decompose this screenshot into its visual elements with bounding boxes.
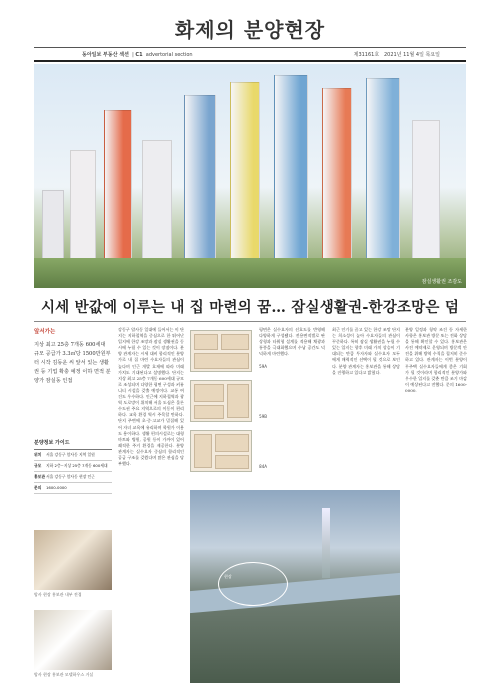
building (42, 190, 64, 260)
floor-plan-label: 59B (259, 414, 267, 419)
masthead-rule-bold (34, 60, 466, 62)
publisher: 동아일보 부동산 섹션 (82, 52, 129, 58)
article-column: 평면은 실수요자의 선호도를 반영해 다양하게 구성됐다. 전용면적별로 판상형과 타워형 설계를 적용해 채광과 통풍을 극대화했으며 수납 공간도 넉넉하게 마련했다. (259, 327, 325, 357)
info-row: 문의 1600-0000 (34, 483, 112, 494)
building (366, 78, 400, 260)
building (412, 120, 440, 260)
building (142, 140, 172, 260)
section-tag: advertorial section (145, 52, 193, 58)
headline-rule (34, 321, 466, 322)
section-code: C1 (135, 52, 143, 58)
page-title: 화제의 분양현장 (174, 18, 326, 42)
info-row: 홍보관 서울 강동구 암사동 현장 인근 (34, 472, 112, 483)
building (70, 150, 96, 260)
building (184, 95, 216, 260)
photo-caption: 암사 현장 홍보관 모델하우스 거실 (34, 672, 94, 677)
interior-photo (34, 530, 112, 590)
building (274, 75, 308, 260)
masthead-info: 동아일보 부동산 섹션 | C1 advertorial section 제31161호 2021년 11월 4일 목요일 (82, 52, 440, 58)
photo-caption: 암사 현장 홍보관 내부 전경 (34, 592, 82, 597)
info-box (34, 449, 112, 494)
hero-rendering (34, 64, 466, 288)
hero-caption: 잠실생활권 조감도 (421, 279, 462, 285)
article-column: 강동구 암사동 일대에 들어서는 이 단지는 지하철역을 중심으로 한 뛰어난 입지에 한강 조망과 잠실 생활권을 동시에 누릴 수 있는 것이 장점이다. 분양 관계자는 시세 대비 합리적인 분양가로 내 집 마련 수요자들의 관심이 높다며 인근 개발 호재에 따라 미래 가치도 기대된다고 설명했다. 단지는 지상 최고 25층 7개동 600세대 규모로 조성되며 다양한 평면 구성과 커뮤니티 시설을 갖출 예정이다. 교통 여건도 우수하다. 인근에 지하철역과 광역 도로망이 위치해 서울 도심은 물론 수도권 주요 지역으로의 이동이 편리하다. 교육 환경 역시 주목할 만하다. 단지 주변에 초·중·고교가 밀집해 있어 자녀 교육에 유리하며 학원가 이용도 용이하다. 생활 편의시설로는 대형마트와 병원, 공원 등이 가까이 있어 쾌적한 주거 환경을 제공한다. 분양 관계자는 실수요자 중심의 합리적인 공급 구조를 갖췄다며 많은 관심을 당부했다. (118, 327, 184, 467)
floor-plan-label: 84A (259, 464, 267, 469)
interior-photo (34, 610, 112, 670)
masthead-rule (34, 47, 466, 48)
headline: 시세 반값에 이루는 내 집 마련의 꿈… 잠실생활권-한강조망은 덤 (40, 299, 460, 316)
article-column: 분양 일정과 청약 조건 등 자세한 사항은 홍보관 방문 또는 전화 상담을 통해 확인할 수 있다. 홍보관은 사전 예약제로 운영되며 방문객 안전을 위해 방역 수칙을 철저히 준수하고 있다. 관계자는 이번 분양이 무주택 실수요자들에게 좋은 기회가 될 것이라며 합리적인 분양가와 우수한 입지를 갖춘 만큼 조기 마감이 예상된다고 전했다. 문의 1600-0000. (405, 327, 467, 393)
info-box-title: 분양정보 가이드 (34, 440, 70, 446)
issue-date: 2021년 11월 4일 목요일 (383, 52, 440, 58)
sidebar-summary: 지상 최고 25층 7개동 600세대 규모 공급가 3.3㎡당 1500만원부터 시작 김동운 씨 앞서 있는 생활권 등 기업 확충 예정 이하 면적 분양가 잠실동 인접 (34, 342, 111, 384)
floor-plan (190, 430, 267, 472)
floor-plan-label: 59A (259, 364, 267, 369)
landmark-tower (322, 508, 330, 578)
aerial-photo (190, 490, 400, 683)
landscape (34, 258, 466, 288)
sidebar (34, 327, 112, 687)
building (104, 110, 132, 260)
article-column: 최근 인기를 끌고 있는 한강 조망 단지는 희소성이 높아 수요자들의 관심이 꾸준하다. 특히 잠실 생활권을 누릴 수 있는 입지는 향후 미래 가치 상승이 기대되는 만큼 투자자와 실수요자 모두에게 매력적인 선택이 될 것으로 보인다. 분양 관계자는 홍보관을 통해 상담을 진행하고 있다고 밝혔다. (332, 327, 400, 375)
building (322, 88, 352, 260)
issue-number: 제31161호 (353, 52, 380, 58)
floor-plan (190, 330, 267, 372)
building (230, 82, 260, 260)
info-row: 위치 서울 강동구 암사동 지역 일원 (34, 450, 112, 461)
info-row: 규모 지하 2층~지상 25층 7개동 600세대 (34, 461, 112, 472)
site-marker (218, 562, 288, 606)
site-marker-label: 현장 (224, 574, 232, 579)
sidebar-kicker: 앞서가는 (34, 329, 56, 335)
floor-plan (190, 380, 267, 422)
